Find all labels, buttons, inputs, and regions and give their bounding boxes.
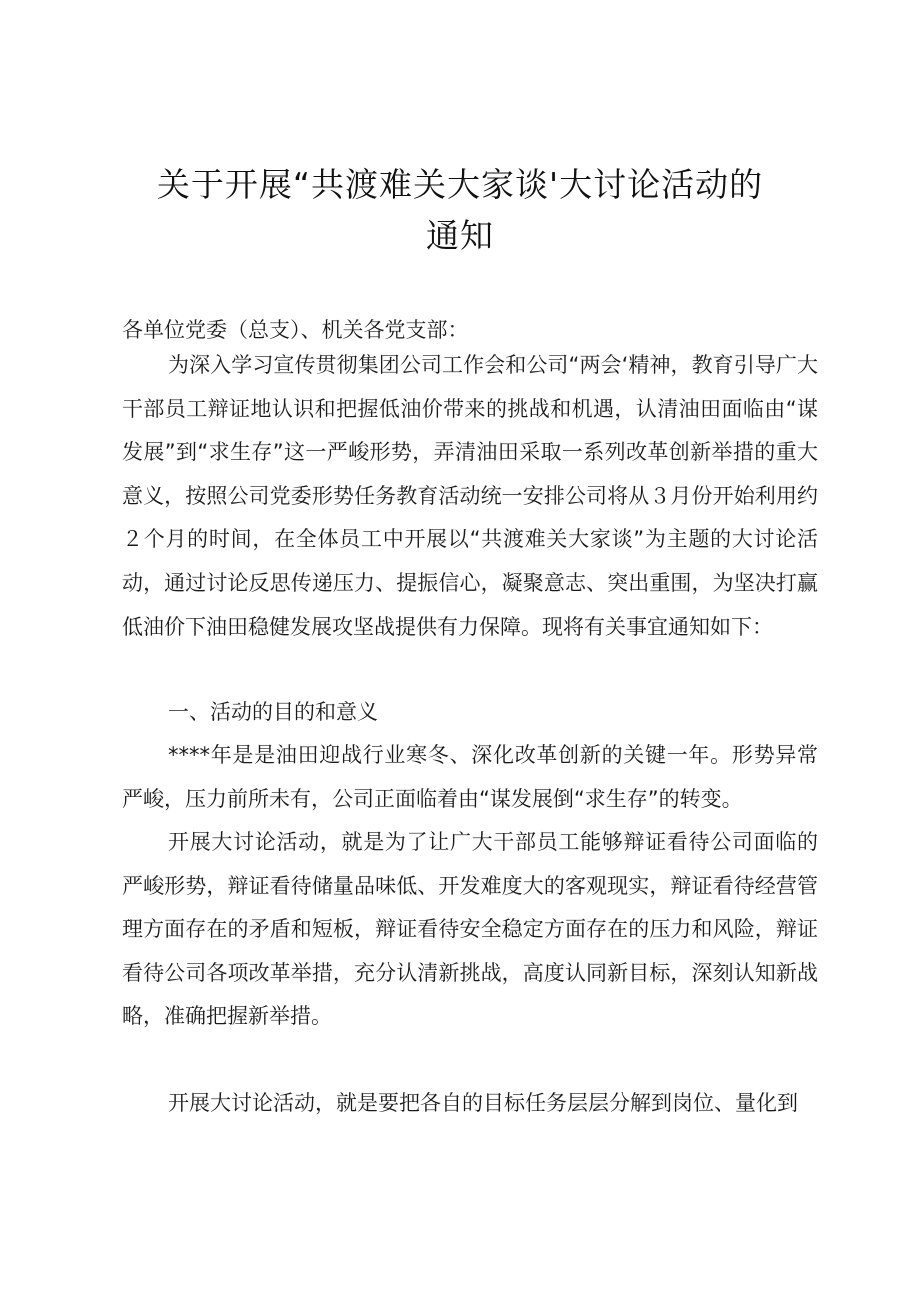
paragraph-discussion-goals: 开展大讨论活动，就是要把各自的目标任务层层分解到岗位、量化到: [168, 1091, 798, 1115]
salutation: 各单位党委（总支）、机关各党支部：: [122, 318, 469, 342]
section-heading-purpose: 一、活动的目的和意义: [168, 700, 378, 724]
paragraph-discussion-purpose: 开展大讨论活动，就是为了让广大干部员工能够辩证看待公司面临的严峻形势，辩证看待储量品味低、开发难度大的客观现实，辩证看待经营管理方面存在的矛盾和短板，辩证看待安全稳定方面存在的压力和风险，辩证看待公司各项改革举措，充分认清新挑战，高度认同新目标，深刻认知新战略，准确把握新举措。: [122, 830, 818, 1029]
intro-paragraph: 为深入学习宣传贯彻集团公司工作会和公司“两会‘精神，教育引导广大干部员工辩证地认识和把握低油价带来的挑战和机遇，认清油田面临由“谋发展”到“求生存”这一严峻形势，弄清油田采取一系列改革创新举措的重大意义，按照公司党委形势任务教育活动统一安排公司将从３月份开始利用约２个月的时间，在全体员工中开展以“共渡难关大家谈”为主题的大讨论活动，通过讨论反思传递压力、提振信心，凝聚意志、突出重围，为坚决打赢低油价下油田稳健发展攻坚战提供有力保障。现将有关事宜通知如下：: [122, 353, 818, 639]
paragraph-year-situation: ****年是是油田迎战行业寒冬、深化改革创新的关键一年。形势异常严峻，压力前所未有，公司正面临着由“谋发展倒“求生存”的转变。: [122, 743, 818, 811]
document-title-line-1: 关于开展“共渡难关大家谈'大讨论活动的: [156, 165, 764, 204]
document-title-line-2: 通知: [426, 216, 494, 255]
